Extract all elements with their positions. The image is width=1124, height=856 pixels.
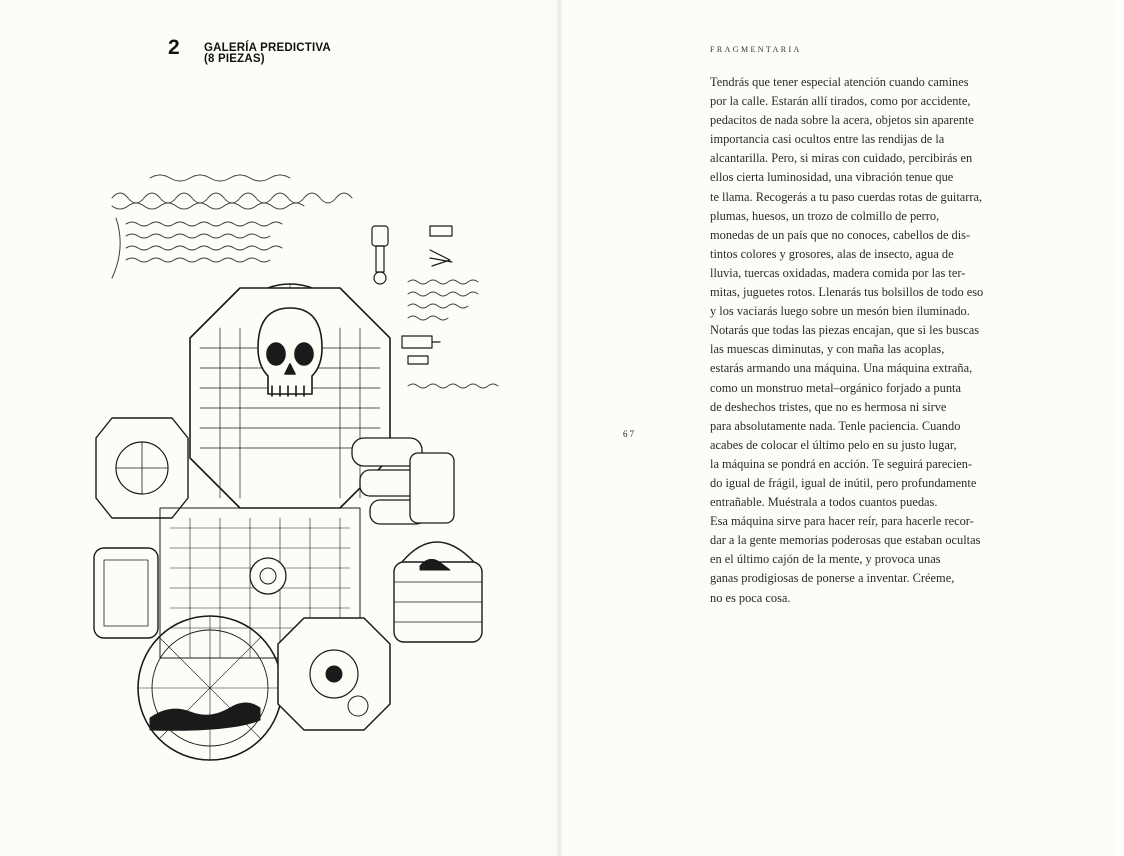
chapter-number: 2 <box>168 36 180 59</box>
body-line: por la calle. Estarán allí tirados, como por accidente, <box>710 94 971 109</box>
chapter-title <box>204 43 331 65</box>
body-paragraph <box>710 73 1110 608</box>
running-head: FRAGMENTARIA <box>710 45 802 54</box>
body-line: en el último cajón de la mente, y provoca unas <box>710 552 941 567</box>
body-line: como un monstruo metal–orgánico forjado a punta <box>710 380 961 395</box>
left-page <box>0 0 560 856</box>
body-line: ganas prodigiosas de ponerse a inventar. Créeme, <box>710 571 955 586</box>
body-line: las muescas diminutas, y con maña las acoplas, <box>710 342 945 357</box>
body-line: ellos cierta luminosidad, una vibración tenue que <box>710 170 954 185</box>
body-line: de deshechos tristes, que no es hermosa ni sirve <box>710 399 947 414</box>
body-line: mitas, juguetes rotos. Llenarás tus bolsillos de todo eso <box>710 285 984 300</box>
body-line: tintos colores y grosores, alas de insecto, agua de <box>710 246 954 261</box>
body-line: do igual de frágil, igual de inútil, pero profundamente <box>710 475 977 490</box>
body-line: acabes de colocar el último pelo en su justo lugar, <box>710 437 957 452</box>
body-line: entrañable. Muéstrala a todos cuantos puedas. <box>710 495 938 510</box>
body-line: estarás armando una máquina. Una máquina extraña, <box>710 361 973 376</box>
body-line: importancia casi ocultos entre las rendijas de la <box>710 132 945 147</box>
body-line: plumas, huesos, un trozo de colmillo de perro, <box>710 208 940 223</box>
body-line: para absolutamente nada. Tenle paciencia. Cuando <box>710 418 961 433</box>
chapter-title-line1: GALERÍA PREDICTIVA <box>204 42 331 54</box>
skull-drawing <box>258 308 322 396</box>
skull-machine-illustration <box>90 158 550 778</box>
body-line: dar a la gente memorias poderosas que estaban ocultas <box>710 533 981 548</box>
body-line: alcantarilla. Pero, si miras con cuidado, percibirás en <box>710 151 973 166</box>
body-line: y los vaciarás luego sobre un mesón bien iluminado. <box>710 304 970 319</box>
body-line: Tendrás que tener especial atención cuando camines <box>710 75 969 89</box>
body-line: Esa máquina sirve para hacer reír, para hacerle recor- <box>710 514 974 529</box>
chapter-title-line2: (8 PIEZAS) <box>204 53 265 65</box>
body-line: Notarás que todas las piezas encajan, que si les buscas <box>710 323 980 338</box>
body-line: la máquina se pondrá en acción. Te seguirá parecien- <box>710 456 973 471</box>
page-number: 67 <box>623 429 636 439</box>
body-line: monedas de un país que no conoces, cabellos de dis- <box>710 227 971 242</box>
body-line: pedacitos de nada sobre la acera, objetos sin aparente <box>710 113 974 128</box>
body-line: te llama. Recogerás a tu paso cuerdas rotas de guitarra, <box>710 189 983 204</box>
body-line: lluvia, tuercas oxidadas, madera comida por las ter- <box>710 265 966 280</box>
body-line: no es poca cosa. <box>710 590 791 605</box>
